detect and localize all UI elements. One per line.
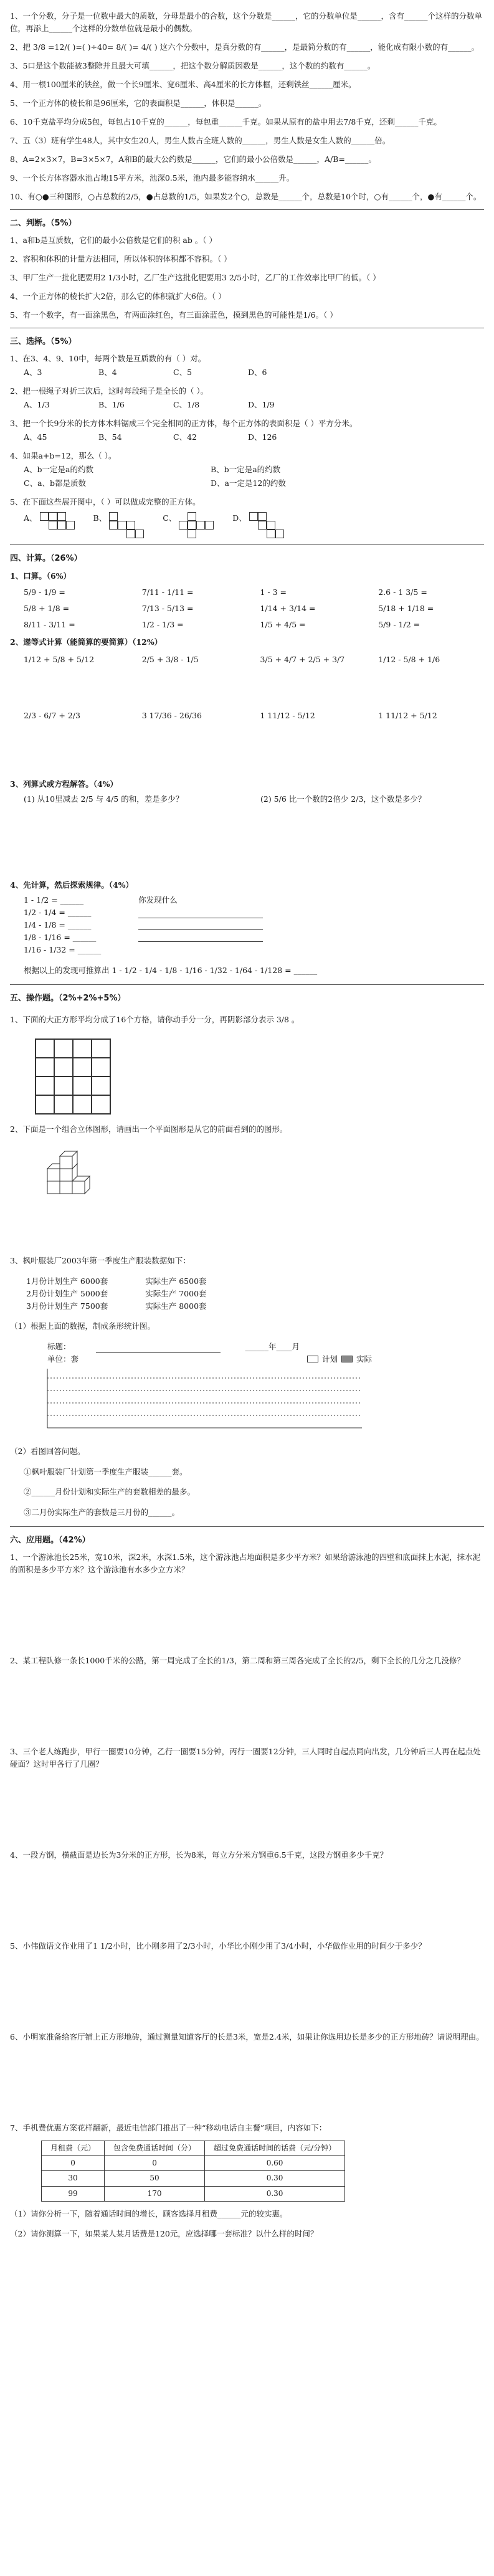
cube-nets (10, 512, 484, 538)
stacked-cubes-image (41, 1144, 110, 1200)
apply-sub: （1）请你分析一下，随着通话时间的增长，顾客选择月租费______元的较实惠。 (10, 2208, 288, 2218)
option: C、42 (173, 432, 197, 442)
option: D、a一定是12的约数 (211, 478, 286, 488)
oral-item: 7/11 - 1/11 = (141, 587, 194, 597)
oral-item: 1/5 + 4/5 = (260, 620, 306, 630)
section-title-choice: 三、选择。（5%） (10, 336, 77, 346)
option: C、5 (173, 367, 192, 377)
apply-item: 1、一个游泳池长25米，宽10米，深2米，水深1.5米，这个游泳池占地面积是多少平方米？如果给游泳池的四壁和底面抹上水泥，抹水泥的面积是多少平方米？这个游泳池有水多少立方米？ (10, 1552, 481, 1574)
apply-item: 3、三个老人练跑步，甲行一圈要10分钟，乙行一圈要15分钟，丙行一圈要12分钟，三人同时自起点同向出发，几分钟后三人再在起点处碰面？这时甲各行了几圈？ (10, 1746, 481, 1769)
apply-item: 7、手机费优惠方案花样翻新，最近电信部门推出了一种“移动电话自主餐”项目，内容如下： (10, 2122, 327, 2132)
section-title-compute: 四、计算。（26%） (10, 553, 82, 563)
table-row (42, 2171, 345, 2186)
section-title-operate: 五、操作题。（2%+2%+5%） (10, 994, 126, 1004)
table-cell: 0.60 (205, 2156, 345, 2171)
option: C、1/8 (173, 399, 200, 409)
oral-item: 5/9 - 1/9 = (24, 587, 65, 597)
pattern-row: 1/8 - 1/16 = ______ (24, 933, 97, 943)
column-header: 月租费（元） (42, 2141, 105, 2155)
legend-plan-swatch (307, 1356, 318, 1362)
answer-space (10, 2050, 484, 2118)
apply-item: 2、某工程队修一条长1000千米的公路，第一周完成了全长的1/3，第二周和第三周各完成了全长的2/5，剩下全长的几分之几没修？ (10, 1655, 465, 1665)
table-row (42, 2156, 345, 2171)
divider (10, 1526, 484, 1527)
question-fill-3: 3、5口是这个数能被3整除并且最大可填______，把这个数分解质因数是______，这个数的约数有______。 (10, 61, 376, 70)
data-row: 3月份计划生产 7500套 实际生产 8000套 (26, 1301, 207, 1311)
analysis-item: ②______月份计划和实际生产的套数相差的最多。 (24, 1487, 196, 1497)
oral-item: 1/14 + 3/14 = (260, 604, 316, 614)
table-cell: 170 (105, 2186, 205, 2201)
answer-space (10, 1204, 484, 1247)
net-figure (40, 512, 75, 530)
oral-item: 8/11 - 3/11 = (24, 620, 75, 630)
long-calc-item: 3/5 + 4/7 + 2/5 + 3/7 (260, 655, 345, 665)
judge-item: 3、甲厂生产一批化肥要用2 1/3小时，乙厂生产这批化肥要用3 2/5小时，乙厂的工作效率比甲厂的低。（ ） (10, 272, 381, 282)
question-fill-10: 10、有○●三种图形，○占总数的2/5，●占总数的1/5，如果发2个○，总数是______个，总数是10个时，○有______个，●有______个。 (10, 192, 482, 201)
analysis-list (10, 1466, 484, 1519)
oral-item: 5/9 - 1/2 = (378, 620, 420, 630)
option: B、1/6 (98, 399, 125, 409)
choice-options (10, 431, 484, 444)
table-header-row (42, 2141, 345, 2155)
analysis-item: ③二月份实际生产的套数是三月份的______。 (24, 1507, 180, 1517)
data-row: 2月份计划生产 5000套 实际生产 7000套 (26, 1288, 207, 1298)
net-figure (179, 512, 214, 538)
answer-space (10, 1868, 484, 1936)
chart-prompt: （1）根据上面的数据，制成条形统计图。 (10, 1321, 155, 1331)
word-calc-title: 3、列算式或方程解答。（4%） (10, 779, 118, 789)
cube-figure (41, 1144, 484, 1204)
judge-item: 1、a和b是互质数，它们的最小公倍数是它们的积 ab 。（ ） (10, 235, 217, 245)
pattern-discovery: 你发现什么 (138, 894, 263, 956)
net-option-a: A、 (24, 512, 75, 538)
pattern-row: 1/2 - 1/4 = ______ (24, 908, 92, 918)
table-cell: 0.30 (205, 2186, 345, 2201)
answer-space (10, 806, 484, 874)
apply-section (10, 1534, 484, 2240)
question-fill-5: 5、一个正方体的棱长和是96厘米，它的表面积是______，体积是______。 (10, 98, 267, 108)
option: A、1/3 (24, 399, 50, 409)
option: C、a、b都是质数 (24, 478, 87, 488)
question-fill-1: 1、一个分数，分子是一位数中最大的质数，分母是最小的合数，这个分数是______，它的分数单位是______，含有______个这样的分数单位，再添上______个这样的分数单位就是最小的偶数。 (10, 11, 482, 33)
answer-line (138, 930, 263, 942)
apply-item: 4、一段方钢，横截面是边长为3分米的正方形，长为8米，每立方分米方钢重6.5千克，这段方钢重多少千克？ (10, 1850, 388, 1860)
chart-header: 标题： ______年____月 (22, 1341, 484, 1353)
table-cell: 30 (42, 2171, 105, 2186)
choice-options (10, 463, 484, 490)
oral-item: 2.6 - 1 3/5 = (378, 587, 427, 597)
table-cell: 0.30 (205, 2171, 345, 2186)
word-calc-row (10, 793, 484, 806)
oral-grid (10, 586, 484, 631)
answer-space (10, 1582, 484, 1651)
oral-item: 5/18 + 1/18 = (378, 604, 434, 614)
net-option-c: C、 (163, 512, 214, 538)
judge-section (10, 217, 484, 321)
choice-item: 3、把一个长9分米的长方体木料锯成三个完全相同的正方体，每个正方体的表面积是（ ）平方分米。 A、45 B、54 C、42 D、126 (10, 417, 484, 444)
oral-item: 1 - 3 = (260, 587, 287, 597)
operate-q2: 2、下面是一个组合立体图形，请画出一个平面图形是从它的前面看到的的图形。 (10, 1124, 288, 1134)
option: A、3 (24, 367, 42, 377)
oral-item: 1/2 - 1/3 = (141, 620, 184, 630)
operate-q3: 3、枫叶服装厂2003年第一季度生产服装数据如下： (10, 1256, 191, 1266)
oral-title: 1、口算。（6%） (10, 571, 72, 581)
question-fill-4: 4、用一根100厘米的铁丝，做一个长9厘米、宽6厘米、高4厘米的长方体框，还剩铁丝______厘米。 (10, 80, 356, 89)
pattern-title: 4、先计算，然后探索规律。（4%） (10, 880, 134, 890)
net-figure (109, 512, 144, 538)
divider (10, 209, 484, 210)
answer-line (138, 918, 263, 930)
option: A、45 (24, 432, 47, 442)
legend-actual-swatch (341, 1356, 353, 1362)
pattern-list (24, 894, 101, 956)
pattern-row: 1/4 - 1/8 = ______ (24, 920, 92, 930)
compute-section (10, 553, 484, 977)
table-row (42, 2186, 345, 2201)
option: B、b一定是a的约数 (211, 464, 281, 474)
production-data (10, 1275, 484, 1313)
operate-q1: 1、下面的大正方形平均分成了16个方格，请你动手分一分，再阴影部分表示 3/8 。 (10, 1014, 300, 1024)
divider (10, 984, 484, 985)
divider (10, 544, 484, 545)
chart-unit-row: 单位：套 计划 实际 (22, 1353, 484, 1366)
operate-section (10, 992, 484, 1518)
column-header: 包含免费通话时间（分） (105, 2141, 205, 2155)
analysis-title: （2）看图回答问题。 (10, 1447, 85, 1457)
apply-item: 6、小明家准备给客厅铺上正方形地砖，通过测量知道客厅的长是3米，宽是2.4米，如果让你选用边长是多少的正方形地砖？请说明理由。 (10, 2032, 484, 2041)
pattern-row: 1/16 - 1/32 = ______ (24, 945, 102, 955)
data-row: 1月份计划生产 6000套 实际生产 6500套 (26, 1276, 207, 1286)
table-cell: 99 (42, 2186, 105, 2201)
choice-item: 5、在下面这些展开图中，（ ）可以做成完整的正方体。 A、 B、 C、 D、 (10, 496, 484, 538)
empty-chart-axes (22, 1366, 371, 1434)
question-fill-9: 9、一个长方体容器水池占地15平方米，池深0.5米，池内最多能容纳水______升。 (10, 173, 295, 183)
pattern-final: 根据以上的发现可推算出 1 - 1/2 - 1/4 - 1/8 - 1/16 - 1/32 - 1/64 - 1/128 = ______ (24, 965, 318, 975)
option: A、b一定是a的约数 (24, 464, 93, 474)
question-fill-2: 2、把 3/8 =12/( )=( )÷40= 8/( )= 4/( ) 这六个分数中，是真分数的有______，是最简分数的有______，能化成有限小数的有______。 (10, 42, 480, 52)
question-fill-8: 8、A=2×3×7，B=3×5×7，A和B的最大公约数是______，它们的最小公倍数是______，A/B=______。 (10, 154, 376, 164)
long-calc-item: 1/12 + 5/8 + 5/12 (24, 655, 95, 665)
choice-item: 2、把一根绳子对折三次后，这时每段绳子是全长的（ ）。 A、1/3 B、1/6 C、1/8 D、1/9 (10, 385, 484, 411)
analysis-item: ①枫叶服装厂计划第一季度生产服装______套。 (24, 1466, 188, 1476)
judge-item: 4、一个正方体的棱长扩大2倍，那么它的体积就扩大6倍。（ ） (10, 291, 226, 301)
option: B、4 (98, 367, 117, 377)
net-option-d: D、 (232, 512, 284, 538)
question-fill-7: 7、五（3）班有学生48人，其中女生20人，男生人数占全班人数的______，男生人数是女生人数的______倍。 (10, 136, 391, 145)
long-calc-item: 1 11/12 - 5/12 (260, 711, 315, 721)
answer-line (138, 906, 263, 918)
long-calc-item: 2/5 + 3/8 - 1/5 (141, 655, 199, 665)
net-option-b: B、 (93, 512, 145, 538)
pattern-row: 1 - 1/2 = ______ (24, 895, 84, 905)
apply-sub: （2）请你测算一下，如果某人某月话费是120元，应选择哪一套标准？以什么样的时间？ (10, 2229, 318, 2239)
word-calc-item: (1) 从10里减去 2/5 与 4/5 的和，差是多少？ (24, 794, 184, 804)
choice-options (10, 366, 484, 379)
table-cell: 0 (105, 2156, 205, 2171)
question-fill-6: 6、10千克盐平均分成5包，每包占10千克的______，每包重______千克。如果从原有的盐中用去7/8千克，还剩______千克。 (10, 117, 442, 126)
blank-chart (22, 1341, 484, 1438)
oral-item: 5/8 + 1/8 = (24, 604, 70, 614)
answer-space (10, 1959, 484, 2027)
square-grid (35, 1038, 111, 1115)
answer-space (10, 1673, 484, 1742)
chart-legend: 计划 实际 (307, 1353, 372, 1366)
long-calc-item: 1/12 - 5/8 + 1/6 (378, 655, 440, 665)
choice-item: 1、在3、4、9、10中，每两个数是互质数的有（ ）对。 A、3 B、4 C、5 D、6 (10, 353, 484, 379)
phone-plan-table (41, 2141, 345, 2202)
section-title-judge: 二、判断。（5%） (10, 219, 77, 228)
chart-title-line (96, 1341, 221, 1353)
column-header: 超过免费通话时间的话费（元/分钟） (205, 2141, 345, 2155)
judge-item: 2、容积和体积的计量方法相同，所以体积的体积都不容积。（ ） (10, 254, 232, 264)
net-figure (249, 512, 284, 538)
table-cell: 50 (105, 2171, 205, 2186)
option: D、6 (248, 367, 267, 377)
fill-in-section (10, 10, 484, 203)
table-cell: 0 (42, 2156, 105, 2171)
oral-item: 7/13 - 5/13 = (141, 604, 194, 614)
section-title-apply: 六、应用题。（42%） (10, 1536, 90, 1546)
long-calc-item: 2/3 - 6/7 + 2/3 (24, 711, 80, 721)
option: D、1/9 (248, 399, 275, 409)
judge-item: 5、有一个数字，有一面涂黑色，有两面涂红色，有三面涂蓝色，摸到黑色的可能性是1/6。（ ） (10, 310, 338, 320)
word-calc-item: (2) 5/6 比一个数的2倍少 2/3，这个数是多少？ (260, 794, 426, 804)
choice-section (10, 336, 484, 538)
pattern-block (10, 894, 484, 956)
answer-space (10, 1777, 484, 1845)
long-calc-item: 3 17/36 - 26/36 (141, 711, 202, 721)
long-calc-title: 2、递等式计算（能简算的要简算）（12%） (10, 637, 163, 647)
option: B、54 (98, 432, 122, 442)
apply-item: 5、小伟做语文作业用了1 1/2小时，比小刚多用了2/3小时，小华比小刚少用了3/4小时，小华做作业用的时间少于多少？ (10, 1941, 426, 1951)
choice-item: 4、如果a+b=12，那么（ ）。 A、b一定是a的约数 B、b一定是a的约数 C、a、b都是质数 D、a一定是12的约数 (10, 450, 484, 490)
option: D、126 (248, 432, 277, 442)
long-calc-item: 1 11/12 + 5/12 (378, 711, 437, 721)
choice-options (10, 399, 484, 411)
long-calc-grid (10, 654, 484, 722)
